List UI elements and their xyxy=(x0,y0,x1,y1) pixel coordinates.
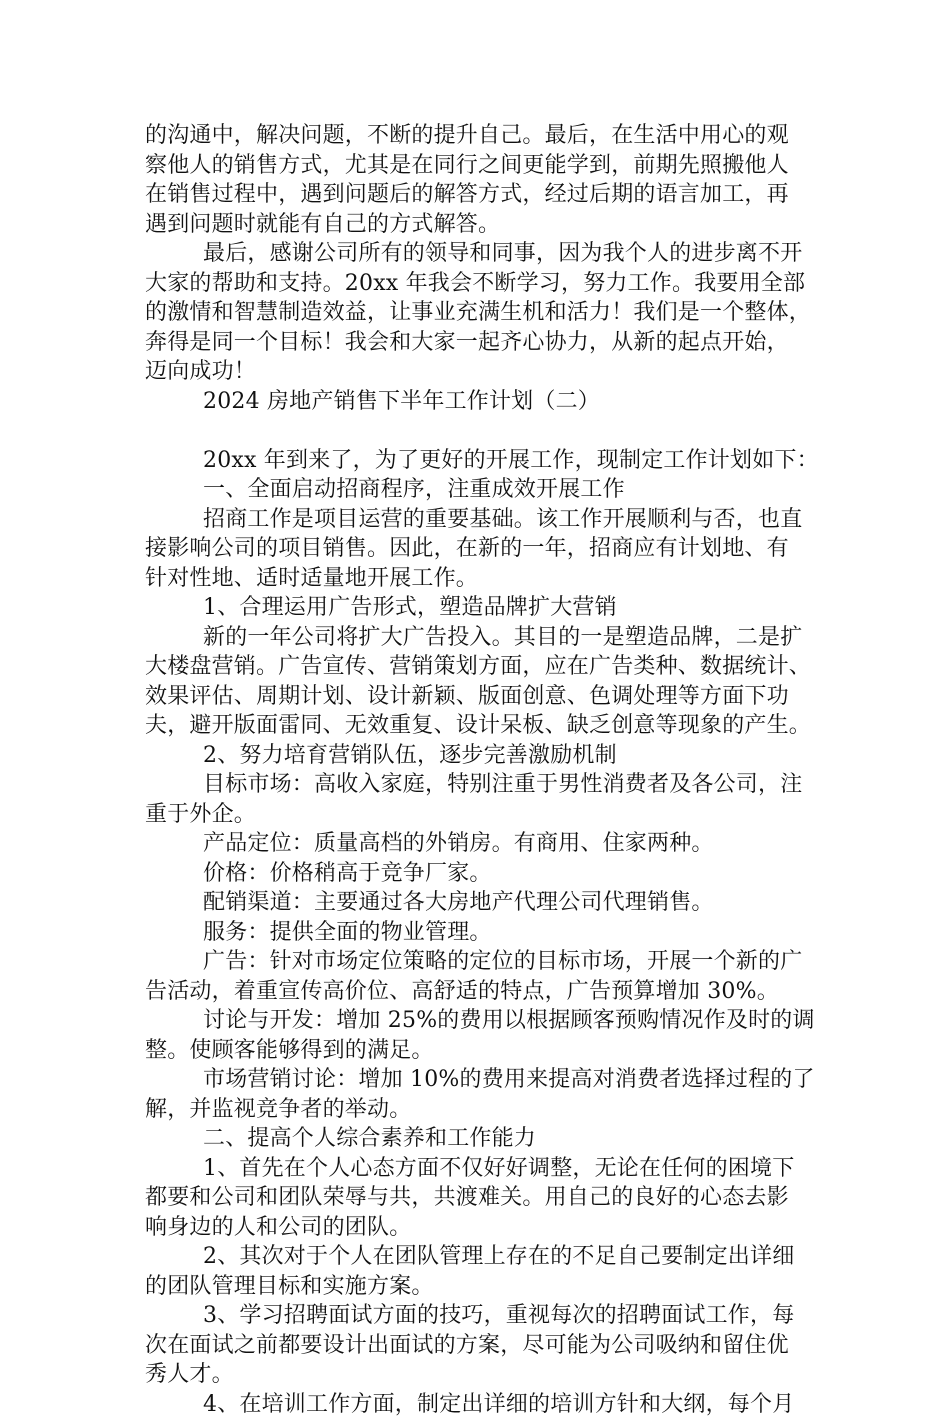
text-line: 重于外企。 xyxy=(145,800,825,830)
text-line: 广告：针对市场定位策略的定位的目标市场，开展一个新的广 xyxy=(145,947,825,977)
text-line: 响身边的人和公司的团队。 xyxy=(145,1213,825,1243)
text-line: 配销渠道：主要通过各大房地产代理公司代理销售。 xyxy=(145,888,825,918)
text-line: 新的一年公司将扩大广告投入。其目的一是塑造品牌，二是扩 xyxy=(145,623,825,653)
text-line: 20xx 年到来了，为了更好的开展工作，现制定工作计划如下： xyxy=(145,446,825,476)
blank-line xyxy=(145,416,825,446)
text-line: 的沟通中，解决问题，不断的提升自己。最后，在生活中用心的观 xyxy=(145,121,825,151)
text-line: 大家的帮助和支持。20xx 年我会不断学习，努力工作。我要用全部 xyxy=(145,269,825,299)
text-line: 1、首先在个人心态方面不仅好好调整，无论在任何的困境下 xyxy=(145,1154,825,1184)
text-line: 整。使顾客能够得到的满足。 xyxy=(145,1036,825,1066)
text-line: 2024 房地产销售下半年工作计划（二） xyxy=(145,387,825,417)
text-line: 效果评估、周期计划、设计新颖、版面创意、色调处理等方面下功 xyxy=(145,682,825,712)
text-line: 迈向成功！ xyxy=(145,357,825,387)
text-line: 奔得是同一个目标！我会和大家一起齐心协力，从新的起点开始， xyxy=(145,328,825,358)
document-body xyxy=(145,121,825,1419)
text-line: 2、努力培育营销队伍，逐步完善激励机制 xyxy=(145,741,825,771)
text-line: 大楼盘营销。广告宣传、营销策划方面，应在广告类种、数据统计、 xyxy=(145,652,825,682)
text-line: 3、学习招聘面试方面的技巧，重视每次的招聘面试工作，每 xyxy=(145,1301,825,1331)
text-line: 在销售过程中，遇到问题后的解答方式，经过后期的语言加工，再 xyxy=(145,180,825,210)
text-line: 最后，感谢公司所有的领导和同事，因为我个人的进步离不开 xyxy=(145,239,825,269)
text-line: 2、其次对于个人在团队管理上存在的不足自己要制定出详细 xyxy=(145,1242,825,1272)
text-line: 目标市场：高收入家庭，特别注重于男性消费者及各公司，注 xyxy=(145,770,825,800)
text-line: 都要和公司和团队荣辱与共，共渡难关。用自己的良好的心态去影 xyxy=(145,1183,825,1213)
text-line: 秀人才。 xyxy=(145,1360,825,1390)
text-line: 的激情和智慧制造效益，让事业充满生机和活力！我们是一个整体， xyxy=(145,298,825,328)
text-line: 价格：价格稍高于竞争厂家。 xyxy=(145,859,825,889)
text-line: 二、提高个人综合素养和工作能力 xyxy=(145,1124,825,1154)
text-line: 产品定位：质量高档的外销房。有商用、住家两种。 xyxy=(145,829,825,859)
text-line: 一、全面启动招商程序，注重成效开展工作 xyxy=(145,475,825,505)
text-line: 接影响公司的项目销售。因此，在新的一年，招商应有计划地、有 xyxy=(145,534,825,564)
text-line: 解，并监视竞争者的举动。 xyxy=(145,1095,825,1125)
text-line: 告活动，着重宣传高价位、高舒适的特点，广告预算增加 30%。 xyxy=(145,977,825,1007)
text-line: 服务：提供全面的物业管理。 xyxy=(145,918,825,948)
text-line: 1、合理运用广告形式，塑造品牌扩大营销 xyxy=(145,593,825,623)
text-line: 讨论与开发：增加 25%的费用以根据顾客预购情况作及时的调 xyxy=(145,1006,825,1036)
text-line: 次在面试之前都要设计出面试的方案，尽可能为公司吸纳和留住优 xyxy=(145,1331,825,1361)
text-line: 的团队管理目标和实施方案。 xyxy=(145,1272,825,1302)
text-line: 察他人的销售方式，尤其是在同行之间更能学到，前期先照搬他人 xyxy=(145,151,825,181)
text-line: 遇到问题时就能有自己的方式解答。 xyxy=(145,210,825,240)
text-line: 招商工作是项目运营的重要基础。该工作开展顺利与否，也直 xyxy=(145,505,825,535)
text-line: 4、在培训工作方面，制定出详细的培训方针和大纲，每个月 xyxy=(145,1390,825,1419)
text-line: 针对性地、适时适量地开展工作。 xyxy=(145,564,825,594)
text-line: 市场营销讨论：增加 10%的费用来提高对消费者选择过程的了 xyxy=(145,1065,825,1095)
text-line: 夫，避开版面雷同、无效重复、设计呆板、缺乏创意等现象的产生。 xyxy=(145,711,825,741)
